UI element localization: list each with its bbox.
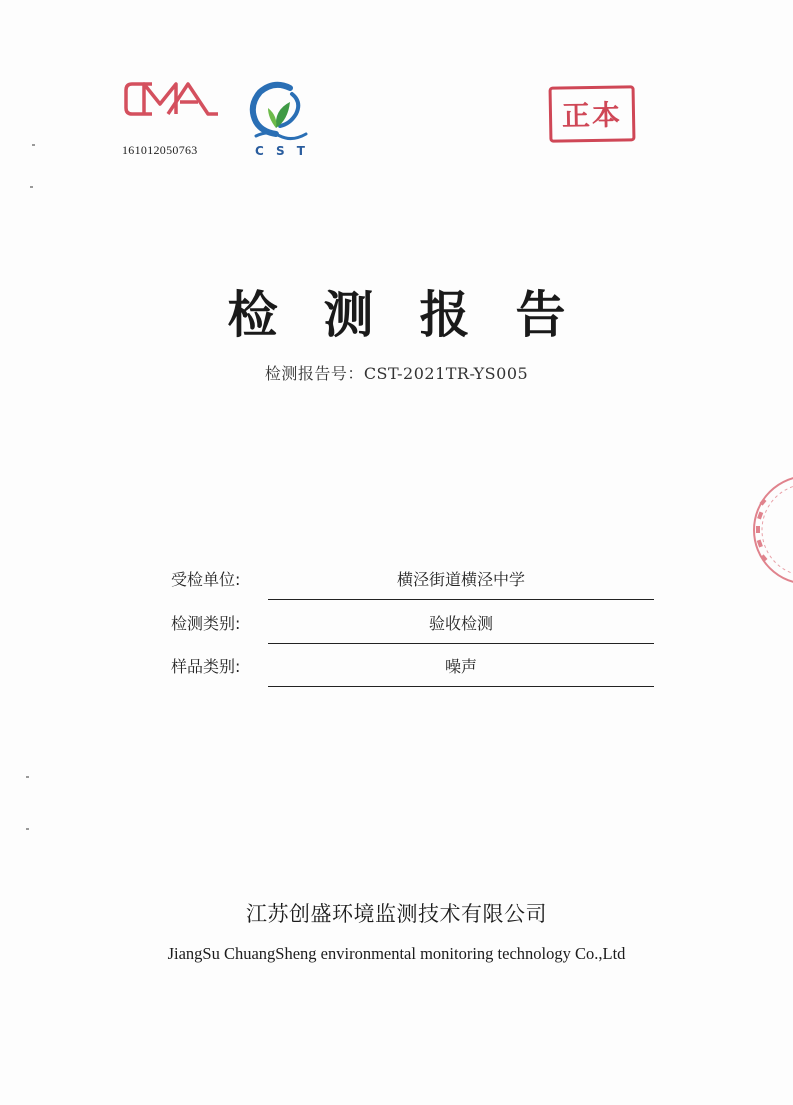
info-row-inspected-unit: [171, 567, 656, 607]
field-value: 噪声: [444, 657, 477, 676]
scan-speck: [26, 828, 29, 830]
cma-certificate-number: 161012050763: [122, 143, 198, 157]
field-label: 检测类别:: [171, 614, 241, 633]
cst-logo-text: C S T: [255, 144, 309, 158]
company-seal-fragment-icon: [730, 470, 793, 590]
cst-logo-icon: [246, 80, 314, 142]
company-name-chinese: 江苏创盛环境监测技术有限公司: [246, 902, 547, 926]
field-label: 受检单位:: [171, 570, 241, 589]
cma-logo-icon: [122, 78, 222, 120]
underline: [268, 599, 654, 600]
company-name-english: JiangSu ChuangSheng environmental monitoring technology Co.,Ltd: [167, 944, 626, 963]
scan-speck: [26, 776, 29, 778]
field-label: 样品类别:: [171, 657, 241, 676]
info-row-sample-type: [171, 654, 656, 694]
field-value: 横泾街道横泾中学: [396, 570, 525, 589]
original-copy-stamp: [549, 85, 636, 142]
original-copy-stamp-text: 正本: [561, 98, 623, 133]
underline: [268, 643, 654, 644]
report-number: 检测报告号：CST-2021TR-YS005: [264, 364, 529, 383]
underline: [268, 686, 654, 687]
field-value: 验收检测: [428, 614, 493, 633]
scan-speck: [30, 186, 33, 188]
scan-speck: [32, 144, 35, 146]
info-row-inspection-type: [171, 611, 656, 651]
report-title: 检测报告: [227, 285, 612, 344]
